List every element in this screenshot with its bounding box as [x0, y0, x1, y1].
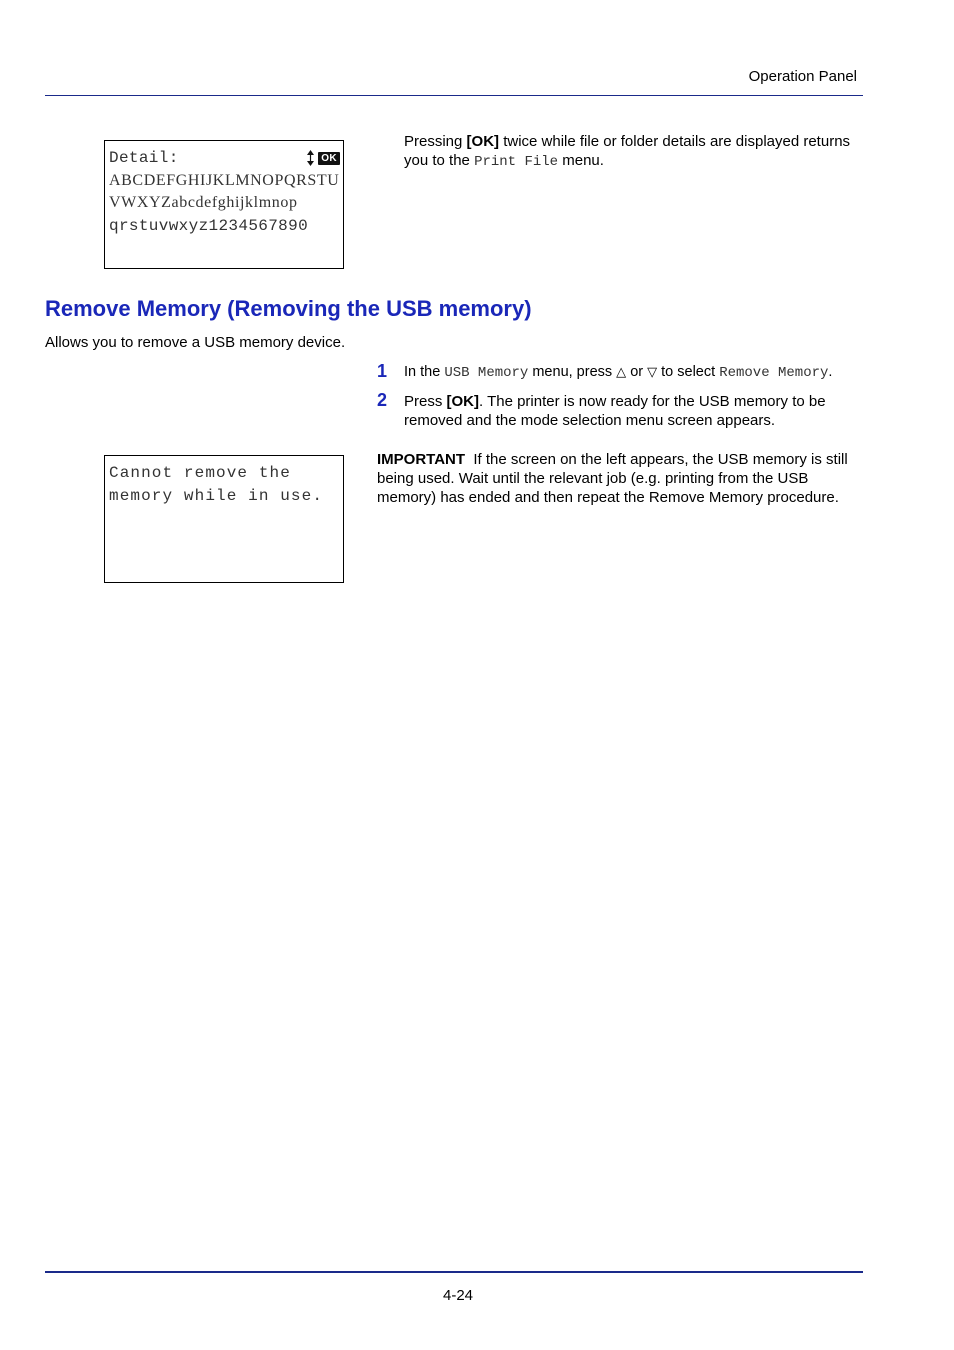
- page-number: 4-24: [442, 1287, 474, 1304]
- lcd-line: VWXYZabcdefghijklmnop: [109, 194, 298, 211]
- important-label: IMPORTANT: [377, 451, 466, 468]
- section-intro: Allows you to remove a USB memory device.: [45, 334, 346, 351]
- menu-name: Remove Memory: [719, 365, 829, 381]
- down-triangle-icon: ▽: [647, 365, 658, 380]
- lcd-line: memory while in use.: [109, 486, 324, 505]
- step-text: In the USB Memory menu, press △ or ▽ to select Remove Memory.: [404, 364, 833, 381]
- lcd-line: ABCDEFGHIJKLMNOPQRSTU: [109, 171, 340, 189]
- step-number: 1: [377, 361, 388, 381]
- menu-name: Print File: [474, 154, 559, 170]
- ok-key-reference: [OK]: [446, 393, 480, 410]
- lcd-error-screen: [104, 455, 344, 583]
- menu-name: USB Memory: [444, 365, 529, 381]
- lcd-icons: [306, 149, 340, 167]
- ok-key-icon: OK: [318, 152, 340, 165]
- section-title: Remove Memory (Removing the USB memory): [45, 296, 532, 321]
- header-rule: [45, 95, 863, 96]
- step-text: Press [OK]. The printer is now ready for the USB memory to be removed and the mode selection menu screen appears.: [404, 393, 826, 429]
- ok-key-reference: [OK]: [466, 133, 500, 150]
- lcd-line: qrstuvwxyz1234567890: [109, 216, 309, 235]
- up-down-arrows-icon: [306, 149, 315, 167]
- detail-note: Pressing [OK] twice while file or folder details are displayed returns you to the Print File menu.: [404, 133, 851, 170]
- lcd-detail-screen: [104, 140, 344, 269]
- lcd-title: Detail:: [109, 149, 179, 167]
- footer-rule: [45, 1271, 863, 1273]
- lcd-line: Cannot remove the: [109, 464, 291, 482]
- up-triangle-icon: △: [616, 365, 627, 380]
- header-section-label: Operation Panel: [748, 68, 857, 85]
- important-note: IMPORTANT If the screen on the left appears, the USB memory is still being used. Wait until the relevant job (e.g. printing from the USB memory) has ended and then repeat the Remove Memory procedure.: [377, 451, 852, 506]
- step-number: 2: [377, 390, 388, 410]
